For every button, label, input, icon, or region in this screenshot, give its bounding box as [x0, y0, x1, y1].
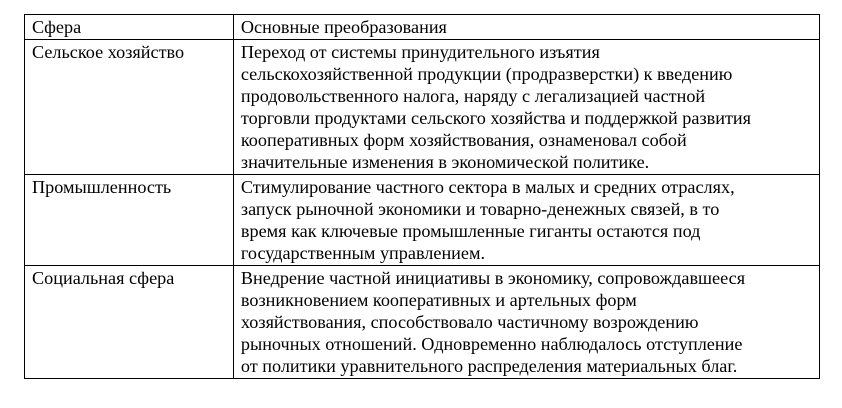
changes-line: продовольственного налога, наряду с легализацией частной — [240, 86, 706, 106]
changes-cell — [233, 40, 819, 175]
table-row-industry — [25, 175, 820, 266]
changes-line: кооперативных форм хозяйствования, ознаменовал собой — [240, 130, 687, 150]
changes-line: сельскохозяйственной продукции (продразверстки) к введению — [240, 64, 733, 84]
changes-line: Внедрение частной инициативы в экономику, сопровождавшееся — [240, 268, 746, 288]
reforms-table — [24, 14, 820, 379]
changes-line: торговли продуктами сельского хозяйства и поддержкой развития — [240, 108, 752, 128]
table-header-row — [25, 15, 820, 40]
changes-line: от политики уравнительного распределения материальных благ. — [240, 356, 738, 376]
reforms-table-body — [25, 15, 820, 379]
sphere-cell: Социальная сфера — [25, 266, 234, 379]
changes-line: Стимулирование частного сектора в малых и средних отраслях, — [240, 177, 735, 197]
changes-line: хозяйствования, способствовало частичному возрождению — [240, 312, 699, 332]
changes-cell — [233, 266, 819, 379]
changes-line: время как ключевые промышленные гиганты остаются под — [240, 221, 701, 241]
changes-line: рыночных отношений. Одновременно наблюдалось отступление — [240, 334, 743, 354]
header-sphere-cell: Сфера — [25, 15, 234, 40]
changes-line: государственным управлением. — [240, 243, 486, 263]
sphere-cell: Промышленность — [25, 175, 234, 266]
changes-cell — [233, 175, 819, 266]
table-row-agriculture — [25, 40, 820, 175]
changes-line: возникновением кооперативных и артельных форм — [240, 290, 637, 310]
changes-line: значительные изменения в экономической политике. — [240, 152, 650, 172]
header-changes-cell: Основные преобразования — [233, 15, 819, 40]
changes-line: Переход от системы принудительного изъятия — [240, 42, 600, 62]
table-row-social — [25, 266, 820, 379]
sphere-cell: Сельское хозяйство — [25, 40, 234, 175]
changes-line: запуск рыночной экономики и товарно-денежных связей, в то — [240, 199, 720, 219]
